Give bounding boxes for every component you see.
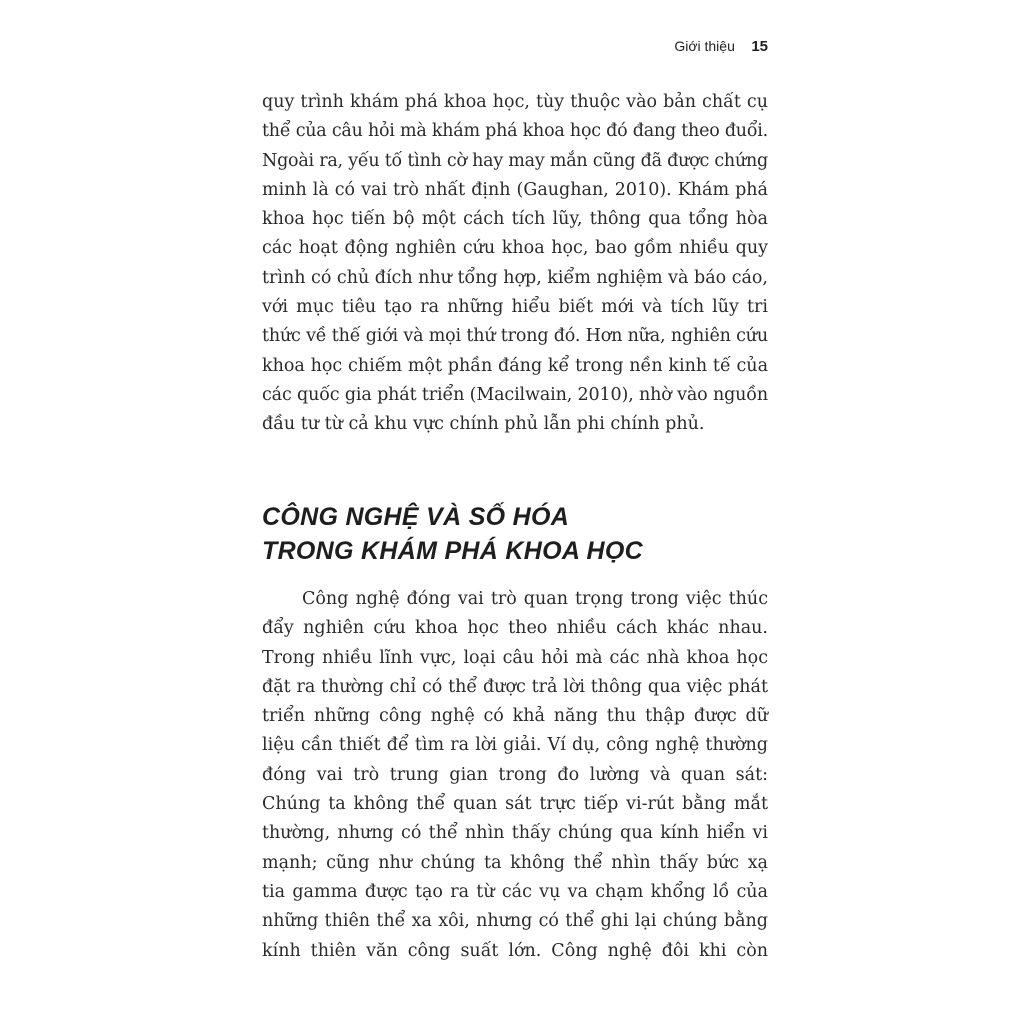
text-line: Công nghệ đóng vai trò quan trọng trong việc thúc [302, 589, 768, 609]
text-line: các hoạt động nghiên cứu khoa học, bao gồm nhiều quy [262, 238, 768, 259]
text-line: tia gamma được tạo ra từ các vụ va chạm khổng lồ của [262, 881, 768, 902]
running-header [500, 38, 768, 56]
text-line: triển những công nghệ có khả năng thu thập được dữ [262, 706, 768, 727]
header-section-title: Giới thiệu [674, 38, 735, 54]
text-line: thể của câu hỏi mà khám phá khoa học đó đang theo đuổi. [262, 121, 768, 142]
section-heading [262, 500, 768, 568]
text-line: với mục tiêu tạo ra những hiểu biết mới và tích lũy tri [262, 297, 768, 318]
text-line: mạnh; cũng như chúng ta không thể nhìn thấy bức xạ [262, 852, 768, 873]
paragraph-2 [262, 585, 768, 966]
text-line: kính thiên văn công suất lớn. Công nghệ đôi khi còn [262, 940, 768, 961]
text-line: liệu cần thiết để tìm ra lời giải. Ví dụ, công nghệ thường [262, 735, 768, 756]
text-line: thức về thế giới và mọi thứ trong đó. Hơn nữa, nghiên cứu [262, 326, 768, 347]
page-number: 15 [751, 38, 768, 55]
text-line: khoa học chiếm một phần đáng kể trong nền kinh tế của [262, 355, 768, 376]
text-line: những thiên thể xa xôi, nhưng có thể ghi lại chúng bằng [262, 911, 768, 932]
text-line: khoa học tiến bộ một cách tích lũy, thông qua tổng hòa [262, 209, 768, 230]
text-line: minh là có vai trò nhất định (Gaughan, 2010). Khám phá [262, 179, 768, 200]
text-line: quy trình khám phá khoa học, tùy thuộc vào bản chất cụ [262, 92, 768, 112]
text-line: đặt ra thường chỉ có thể được trả lời thông qua việc phát [262, 676, 768, 697]
text-line: thường, nhưng có thể nhìn thấy chúng qua kính hiển vi [262, 823, 768, 844]
text-line: Trong nhiều lĩnh vực, loại câu hỏi mà các nhà khoa học [262, 647, 768, 668]
text-line: đầu tư từ cả khu vực chính phủ lẫn phi chính phủ. [262, 414, 705, 435]
text-line: đẩy nghiên cứu khoa học theo nhiều cách khác nhau. [262, 618, 768, 639]
section-heading-line-2: TRONG KHÁM PHÁ KHOA HỌC [262, 537, 643, 565]
text-line: trình có chủ đích như tổng hợp, kiểm nghiệm và báo cáo, [262, 267, 768, 288]
section-heading-line-1: CÔNG NGHỆ VÀ SỐ HÓA [262, 503, 570, 531]
paragraph-1 [262, 88, 768, 440]
text-line: Ngoài ra, yếu tố tình cờ hay may mắn cũng đã được chứng [262, 150, 768, 171]
text-line: các quốc gia phát triển (Macilwain, 2010), nhờ vào nguồn [262, 384, 768, 405]
text-line: đóng vai trò trung gian trong đo lường và quan sát: [262, 764, 768, 785]
text-line: Chúng ta không thể quan sát trực tiếp vi-rút bằng mắt [262, 794, 768, 815]
